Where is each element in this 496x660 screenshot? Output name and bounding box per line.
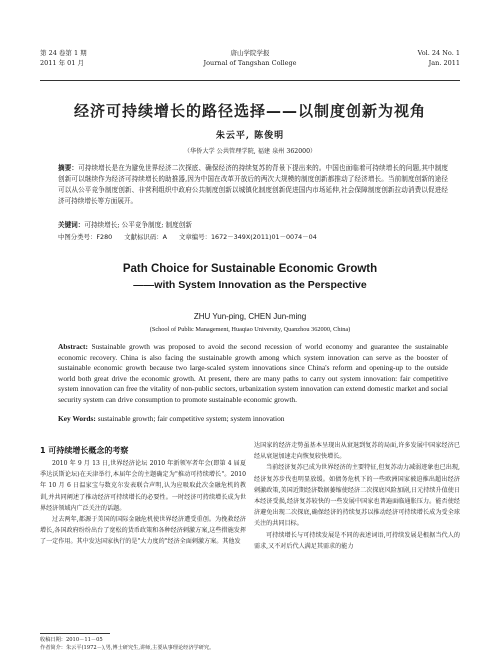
clc-number: 中图分类号：F280 [58,233,113,241]
keywords-en-label: Key Words: [58,414,96,423]
paper-subtitle-en: ——with System Innovation as the Perspective [133,279,367,291]
affiliation-cn: （华侨大学 公共管理学院, 福建 泉州 362000） [183,148,317,155]
article-number: 文章编号：1672－349X(2011)01－0074－04 [179,233,317,241]
keywords-cn [58,220,448,230]
footnote-divider [40,633,110,634]
abstract-cn [58,163,448,207]
body-paragraph: 当前经济复苏已成为世界经济的主要特征,但复苏动力减弱迹象也已出现,经济复苏步伐也明显放缓。如债务危机下的一些欧洲国家被迫推出超出经济刺激政策,美国近期经济数据萎缩使经济二次探底风险加剧,日元持续升值使日本经济受损,经济复苏较快的一些发展中国家也普遍面临通胀压力。能否使经济避免出现二次探底,确保经济的持续复苏以推动经济可持续增长成为受全球关注的共同目标。 [254,464,460,528]
classification-line [58,232,448,242]
body-paragraph: 2010 年 9 月 13 日,世界经济论坛 2010 年新领军者年会(即第 4 届夏季达沃斯论坛)在天津举行,本届年会的主题确定为"推动可持续增长"。2010 年 10 月 6 日温家宝与数克尔发表联合声明,认为应吸取此次金融危机的教训,并共同阐述了推动经济可持续增长的必要性。一时经济可持续增长成为世界经济领域内广泛关注的话题。 [40,460,246,512]
header-issue-info: Vol. 24 No. 1 Jan. 2011 [417,49,460,67]
header-journal-name: 唐山学院学报 Journal of Tangshan College [203,49,297,67]
footnote [40,636,460,652]
body-column-right [254,440,460,552]
author-bio: 作者简介：朱云平(1972－),男,博士研究生,讲师,主要从事理论经济学研究。 [40,645,215,651]
body-paragraph: 达国家的经济走势虽基本呈现出从衰退到复苏的局面,许多发展中国家经济已经从衰退加速走向恢复较快增长。 [254,442,460,461]
keywords-en [58,414,448,424]
received-date: 收稿日期：2010－11－05 [40,637,103,643]
section-heading: 1 可持续增长概念的考察 [40,446,129,455]
body-paragraph: 过去两年,都源于美国的国际金融危机使世界经济遭受重创。为挽救经济增长,各国政府纷纷出台了宽松的货币政策和各种经济刺激方案,这些措施发挥了一定作用。其中发达国家执行的是"大力度的"经济全面刺激方案。其他发 [40,516,246,546]
keywords-cn-label: 关键词： [58,221,85,229]
paper-title-en: Path Choice for Sustainable Economic Growth [122,263,378,275]
authors-en: ZHU Yun-ping, CHEN Jun-ming [193,312,307,321]
running-header [40,48,460,80]
keywords-cn-text: 可持续增长; 公平竞争制度; 制度创新 [84,221,192,229]
header-volume-info: 第 24 卷第 1 期 2011 年 01 月 [40,49,87,67]
paper-title-cn: 经济可持续增长的路径选择——以制度创新为视角 [73,102,426,120]
body-column-left [40,458,246,548]
abstract-en [58,342,448,405]
keywords-en-text: sustainable growth; fair competitive system; system innovation [97,414,285,423]
abstract-cn-text: 可持续增长是在为避免世界经济二次探底、确保经济的持续复苏的背景下提出来的。中国也面临着可持续增长的问题,其中制度创新可以继续作为经济可持续增长的助推器,因为中国在改革开放后的两次大规模的制度创新都推动了经济增长。当前制度创新的途径可以从公平竞争制度创新、非营利组织中政府公共制度创新以城镇化制度创新促进国内市场延伸,社会保障制度创新拉动消费以促进经济可持续增长等方面展开。 [58,164,449,205]
affiliation-en: (School of Public Management, Huaqiao University, Quanzhou 362000, China) [149,326,351,333]
abstract-en-text: Sustainable growth was proposed to avoid the second recession of world economy and guarantee the sustainable economic recovery. China is also facing the sustainable growth among which system innovation can serve as the booster of sustainable economic growth because two large-scaled system innovations since China's reform and opening-up to the outside world both great drive the economic growth. At present, there are many paths to carry out system innovation: fair competitive system innovation can free the vitality of non-public sectors, urbanization system innovation can extend domestic market and social security system can drive consumption to promote sustainable economic growth. [58,342,448,404]
doc-code: 文献标识码：A [124,233,167,241]
abstract-en-label: Abstract: [58,342,88,351]
body-paragraph: 可持续增长与可持续发展是不同的表述词语,可持续发展是根据当代人的需求,又不对后代人满足其需求的能力 [254,531,460,550]
abstract-cn-label: 摘要： [58,164,79,172]
header-divider [40,80,460,81]
authors-cn: 朱云平, 陈俊明 [215,131,285,141]
